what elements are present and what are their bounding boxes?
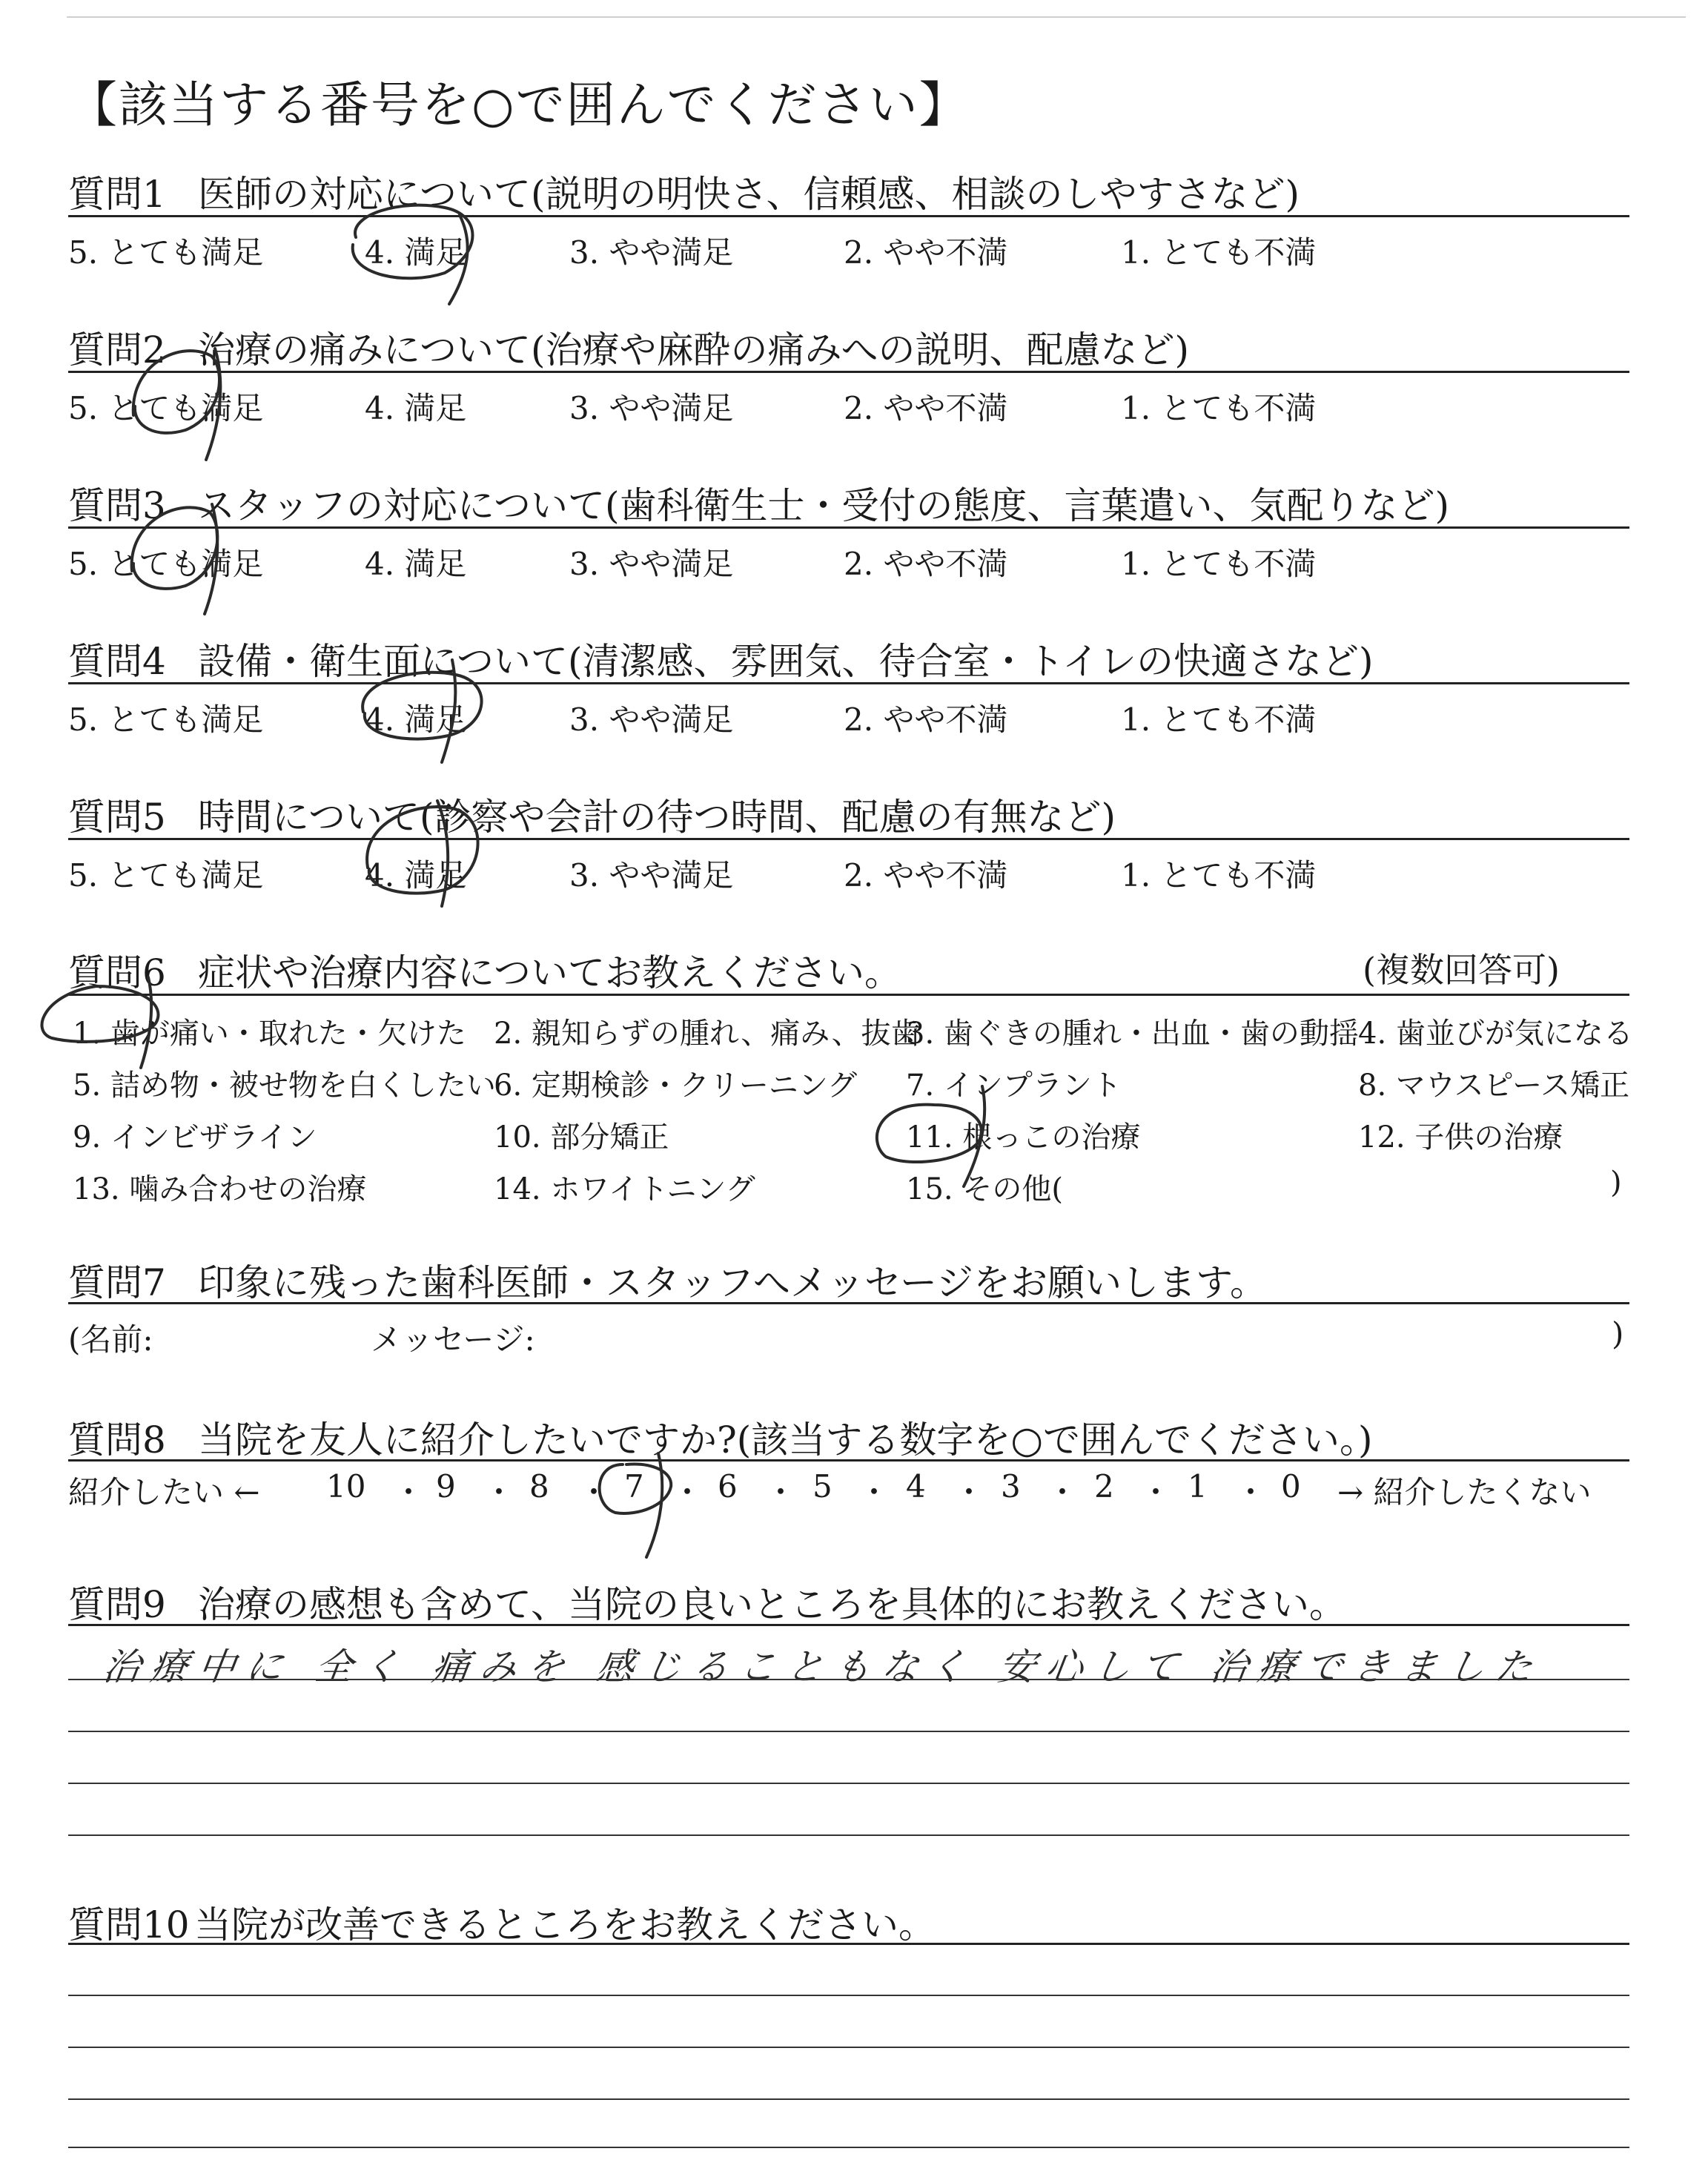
q5-option-1[interactable]: 1. とても不満: [1121, 857, 1317, 894]
scale-0[interactable]: 0: [1281, 1468, 1301, 1505]
question-10-label: 質問10: [68, 1903, 190, 1946]
scale-8[interactable]: 8: [529, 1468, 549, 1505]
question-1: [68, 165, 1300, 218]
scale-2[interactable]: 2: [1094, 1468, 1114, 1505]
question-1-label: 質問1: [68, 173, 166, 216]
question-2-label: 質問2: [68, 328, 166, 371]
scale-7[interactable]: 7: [624, 1468, 644, 1505]
q6-option-7[interactable]: 7. インプラント: [906, 1069, 1122, 1103]
page-title: 【該当する番号を○で囲んでください】: [68, 76, 970, 133]
q5-option-4[interactable]: 4. 満足: [365, 857, 467, 894]
q2-option-4[interactable]: 4. 満足: [365, 390, 467, 426]
question-2-text: 治療の痛みについて(治療や麻酔の痛みへの説明、配慮など): [198, 328, 1190, 371]
scale-10[interactable]: 10: [326, 1468, 366, 1505]
question-7-text: 印象に残った歯科医師・スタッフへメッセージをお願いします。: [198, 1261, 1267, 1304]
scale-4[interactable]: 4: [906, 1468, 926, 1505]
scale-dot: ・: [483, 1474, 515, 1510]
q6-option-14[interactable]: 14. ホワイトニング: [494, 1172, 755, 1206]
question-2-rule: [68, 371, 1629, 373]
q6-option-2[interactable]: 2. 親知らずの腫れ、痛み、抜歯: [494, 1017, 921, 1051]
q6-option-1[interactable]: 1. 歯が痛い・取れた・欠けた: [73, 1017, 466, 1051]
question-4-label: 質問4: [68, 640, 166, 683]
q6-option-4[interactable]: 4. 歯並びが気になる: [1358, 1017, 1633, 1051]
q3-option-2[interactable]: 2. やや不満: [844, 546, 1008, 582]
question-6: [68, 943, 901, 997]
q2-option-5[interactable]: 5. とても満足: [68, 390, 264, 426]
question-4-rule: [68, 682, 1629, 684]
answer-line: [68, 2098, 1629, 2100]
question-8-rule: [68, 1459, 1629, 1462]
scale-left-label: 紹介したい ←: [68, 1474, 260, 1510]
q6-option-5[interactable]: 5. 詰め物・被せ物を白くしたい: [73, 1069, 496, 1103]
question-5-rule: [68, 838, 1629, 840]
scale-dot: ・: [672, 1474, 704, 1510]
q1-option-1[interactable]: 1. とても不満: [1121, 234, 1317, 271]
q3-option-5[interactable]: 5. とても満足: [68, 546, 264, 582]
q1-option-4[interactable]: 4. 満足: [365, 234, 467, 271]
q5-option-3[interactable]: 3. やや満足: [569, 857, 734, 894]
q2-option-1[interactable]: 1. とても不満: [1121, 390, 1317, 426]
question-3: [68, 476, 1449, 529]
scale-dot: ・: [765, 1474, 797, 1510]
question-1-text: 医師の対応について(説明の明快さ、信頼感、相談のしやすさなど): [198, 173, 1300, 216]
question-6-note: (複数回答可): [1363, 950, 1560, 990]
q5-option-2[interactable]: 2. やや不満: [844, 857, 1008, 894]
question-9-handwritten-answer[interactable]: 治療中に 全く 痛みを 感じることもなく 安心して 治療できました: [100, 1645, 1546, 1688]
q6-option-6[interactable]: 6. 定期検診・クリーニング: [494, 1069, 858, 1103]
message-field-label[interactable]: メッセージ:: [371, 1321, 535, 1358]
question-3-rule: [68, 526, 1629, 529]
answer-line: [68, 1679, 1629, 1680]
q6-option-10[interactable]: 10. 部分矯正: [494, 1120, 669, 1155]
question-10-text: 当院が改善できるところをお教えください。: [194, 1903, 936, 1946]
scale-dot: ・: [953, 1474, 985, 1510]
q6-option-9[interactable]: 9. インビザライン: [73, 1120, 317, 1155]
question-7-label: 質問7: [68, 1261, 166, 1304]
q1-option-5[interactable]: 5. とても満足: [68, 234, 264, 271]
q6-option-15[interactable]: 15. その他(: [906, 1172, 1063, 1206]
answer-line: [68, 1731, 1629, 1732]
q6-option-8[interactable]: 8. マウスピース矯正: [1358, 1069, 1630, 1103]
q1-option-2[interactable]: 2. やや不満: [844, 234, 1008, 271]
answer-line: [68, 2147, 1629, 2148]
message-field-close: ): [1612, 1315, 1624, 1352]
scale-5[interactable]: 5: [812, 1468, 833, 1505]
question-6-label: 質問6: [68, 951, 166, 994]
question-10: [68, 1895, 936, 1949]
question-2: [68, 320, 1189, 374]
question-9: [68, 1575, 1346, 1628]
scale-dot: ・: [858, 1474, 890, 1510]
question-6-rule: [68, 994, 1629, 996]
scale-6[interactable]: 6: [718, 1468, 738, 1505]
q6-option-3[interactable]: 3. 歯ぐきの腫れ・出血・歯の動揺: [906, 1017, 1359, 1051]
answer-line: [68, 1995, 1629, 1996]
scale-dot: ・: [1140, 1474, 1172, 1510]
scale-dot: ・: [1047, 1474, 1079, 1510]
q3-option-3[interactable]: 3. やや満足: [569, 546, 734, 582]
question-5-text: 時間について(診察や会計の待つ時間、配慮の有無など): [198, 796, 1116, 839]
answer-line: [68, 1783, 1629, 1784]
q4-option-4[interactable]: 4. 満足: [365, 701, 467, 738]
scale-dot: ・: [393, 1474, 425, 1510]
question-9-rule: [68, 1624, 1629, 1626]
question-8: [68, 1410, 1372, 1464]
question-7: [68, 1253, 1267, 1307]
question-3-text: スタッフの対応について(歯科衛生士・受付の態度、言葉遣い、気配りなど): [198, 484, 1450, 527]
q4-option-2[interactable]: 2. やや不満: [844, 701, 1008, 738]
question-5-label: 質問5: [68, 796, 166, 839]
q6-option-15-close: ): [1610, 1166, 1622, 1200]
question-6-text: 症状や治療内容についてお教えください。: [198, 951, 901, 994]
question-8-text: 当院を友人に紹介したいですか?(該当する数字を○で囲んでください。): [198, 1418, 1373, 1462]
scale-right-label: → 紹介したくない: [1337, 1474, 1592, 1510]
q1-option-3[interactable]: 3. やや満足: [569, 234, 734, 271]
q5-option-5[interactable]: 5. とても満足: [68, 857, 264, 894]
question-4-text: 設備・衛生面について(清潔感、雰囲気、待合室・トイレの快適さなど): [198, 640, 1374, 683]
question-3-label: 質問3: [68, 484, 166, 527]
answer-line: [68, 2047, 1629, 2048]
q4-option-1[interactable]: 1. とても不満: [1121, 701, 1317, 738]
scale-1[interactable]: 1: [1188, 1468, 1208, 1505]
answer-line: [68, 1834, 1629, 1836]
question-5: [68, 787, 1116, 841]
q3-option-4[interactable]: 4. 満足: [365, 546, 467, 582]
q6-option-13[interactable]: 13. 噛み合わせの治療: [73, 1172, 367, 1206]
q4-option-5[interactable]: 5. とても満足: [68, 701, 264, 738]
question-4: [68, 632, 1374, 685]
question-7-rule: [68, 1302, 1629, 1304]
question-10-rule: [68, 1943, 1629, 1945]
q2-option-2[interactable]: 2. やや不満: [844, 390, 1008, 426]
question-9-label: 質問9: [68, 1583, 166, 1626]
scale-dot: ・: [1235, 1474, 1267, 1510]
question-9-text: 治療の感想も含めて、当院の良いところを具体的にお教えください。: [198, 1583, 1346, 1626]
q6-option-12[interactable]: 12. 子供の治療: [1358, 1120, 1563, 1155]
scale-9[interactable]: 9: [436, 1468, 456, 1505]
question-1-rule: [68, 215, 1629, 217]
scale-3[interactable]: 3: [1001, 1468, 1021, 1505]
question-8-label: 質問8: [68, 1418, 166, 1462]
q4-option-3[interactable]: 3. やや満足: [569, 701, 734, 738]
q2-option-3[interactable]: 3. やや満足: [569, 390, 734, 426]
q3-option-1[interactable]: 1. とても不満: [1121, 546, 1317, 582]
name-field-label[interactable]: (名前:: [68, 1321, 153, 1358]
top-edge-line: [67, 16, 1686, 18]
scale-dot: ・: [578, 1474, 610, 1510]
q6-option-11[interactable]: 11. 根っこの治療: [906, 1120, 1141, 1155]
